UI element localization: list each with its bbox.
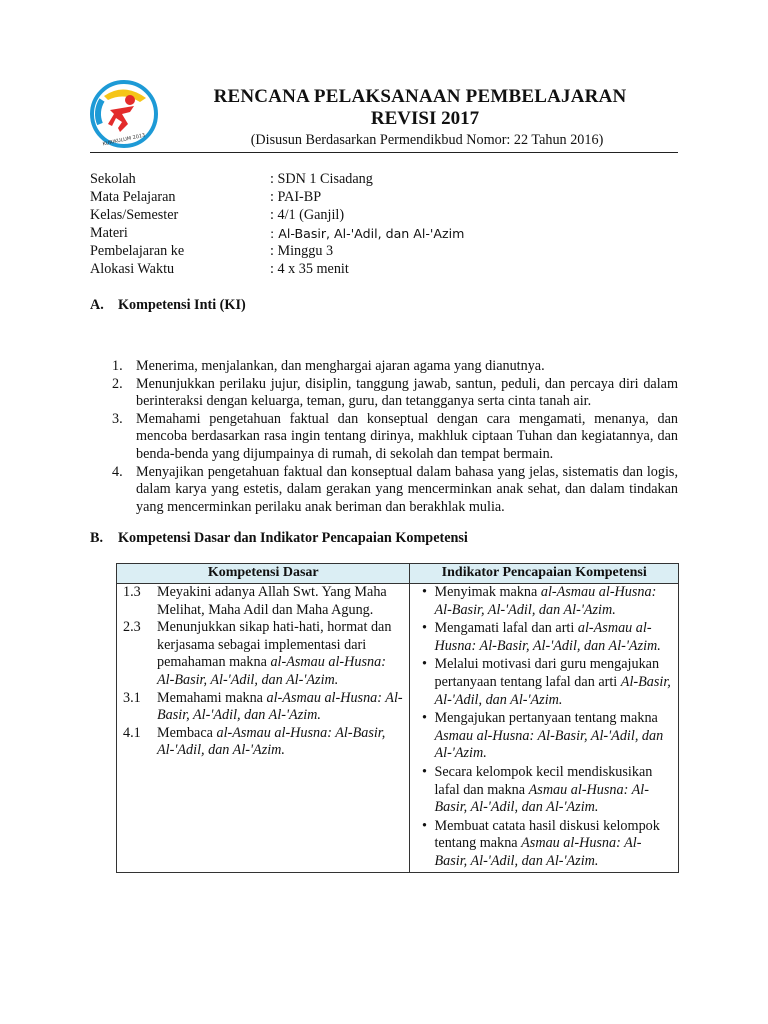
bullet-icon: • (421, 584, 427, 600)
identity-row (90, 171, 464, 189)
kd-number: 4.1 (123, 724, 141, 741)
kompetensi-dasar-cell (117, 584, 410, 873)
list-text: Menunjukkan perilaku jujur, disiplin, tanggung jawab, santun, peduli, dan percaya diri dalam berinteraksi dengan keluarga, teman, guru, dan tetangganya serta cinta tanah air. (136, 375, 678, 410)
indicator-text: Mengajukan pertanyaan tentang makna Asmau al-Husna: Al-Basir, Al-ʹAdil, dan Al-ʹAzim. (434, 710, 664, 762)
indicator-item (410, 620, 678, 655)
list-item (112, 358, 678, 376)
identity-value: : 4 x 35 menit (270, 261, 349, 277)
section-title: Kompetensi Dasar dan Indikator Pencapaian Kompetensi (118, 530, 468, 546)
bullet-icon: • (421, 763, 427, 780)
list-number: 2. (112, 375, 123, 392)
identity-block (90, 171, 464, 279)
document-title: RENCANA PELAKSANAAN PEMBELAJARAN (213, 86, 627, 107)
list-number: 3. (112, 410, 123, 427)
indikator-cell (410, 584, 679, 873)
list-text: Menerima, menjalankan, dan menghargai ajaran agama yang dianutnya. (136, 358, 545, 374)
list-text: Memahami pengetahuan faktual dan konseptual dengan cara mengamati, menanya, dan mencoba berdasarkan rasa ingin tentang dirinya, makhluk ciptaan Tuhan dan kegiatannya, dan benda-benda yang dijumpainya di rumah, di sekolah dan tempat bermain. (136, 410, 678, 462)
kd-number: 2.3 (123, 619, 141, 636)
table-row (117, 584, 679, 873)
kd-text: Membaca al-Asmau al-Husna: Al-Basir, Al-ʹAdil, dan Al-ʹAzim. (157, 724, 386, 759)
indicator-text: Melalui motivasi dari guru mengajukan pertanyaan tentang lafal dan arti Al-Basir, Al-ʹAdil, dan Al-ʹAzim. (434, 656, 671, 708)
kompetensi-inti-list (112, 358, 678, 516)
indicator-text: Membuat catata hasil diskusi kelompok tentang makna Asmau al-Husna: Al-Basir, Al-ʹAdil, dan Al-ʹAzim. (434, 817, 660, 869)
list-item (112, 376, 678, 411)
list-item (112, 464, 678, 517)
section-letter: A. (90, 297, 104, 313)
identity-label: Alokasi Waktu (90, 261, 175, 277)
identity-value: : Al-Basir, Al-'Adil, dan Al-'Azim (270, 226, 465, 241)
kd-text: Memahami makna al-Asmau al-Husna: Al-Basir, Al-ʹAdil, dan Al-ʹAzim. (157, 689, 403, 724)
section-b-heading (90, 530, 468, 548)
bullet-icon: • (421, 817, 427, 834)
identity-row (90, 243, 464, 261)
document-subtitle: (Disusun Berdasarkan Permendikbud Nomor: 22 Tahun 2016) (250, 132, 604, 148)
identity-label: Mata Pelajaran (90, 189, 176, 205)
kd-text: Meyakini adanya Allah Swt. Yang Maha Melihat, Maha Adil dan Maha Agung. (157, 584, 387, 618)
identity-row (90, 225, 464, 243)
section-title: Kompetensi Inti (KI) (118, 297, 246, 313)
identity-label: Sekolah (90, 171, 136, 187)
identity-value: : Minggu 3 (270, 243, 334, 259)
identity-label: Pembelajaran ke (90, 243, 185, 259)
section-letter: B. (90, 530, 104, 546)
indicator-item (410, 584, 678, 619)
indicator-text: Mengamati lafal dan arti al-Asmau al-Husna: Al-Basir, Al-ʹAdil, dan Al-ʹAzim. (434, 620, 661, 654)
kd-item (117, 619, 409, 689)
identity-label: Materi (90, 225, 128, 241)
kd-item (117, 584, 409, 619)
column-header: Indikator Pencapaian Kompetensi (410, 564, 679, 584)
list-number: 4. (112, 463, 123, 480)
table-header-row (117, 564, 679, 584)
indicator-item (410, 656, 678, 709)
identity-row (90, 261, 464, 279)
bullet-icon: • (421, 620, 427, 637)
bullet-icon: • (421, 710, 427, 727)
list-text: Menyajikan pengetahuan faktual dan konseptual dalam bahasa yang jelas, sistematis dan logis, dalam karya yang estetis, dalam gerakan yang mencerminkan anak sehat, dan dalam tindakan yang mencerminkan perilaku anak beriman dan berakhlak mulia. (136, 463, 678, 515)
kd-number: 3.1 (123, 689, 141, 706)
kurikulum-logo-icon (90, 80, 158, 148)
identity-row (90, 189, 464, 207)
identity-row (90, 207, 464, 225)
svg-text:KURIKULUM 2013: KURIKULUM 2013 (102, 132, 146, 148)
kompetensi-table (116, 563, 679, 873)
kurikulum-2013-logo (90, 80, 158, 148)
kd-number: 1.3 (123, 584, 141, 600)
indicator-text: Menyimak makna al-Asmau al-Husna: Al-Basir, Al-ʹAdil, dan Al-ʹAzim. (434, 584, 657, 618)
identity-label: Kelas/Semester (90, 207, 179, 223)
indicator-item (410, 764, 678, 817)
identity-value: : 4/1 (Ganjil) (270, 207, 345, 223)
header-divider (90, 152, 678, 153)
indicator-item (410, 710, 678, 763)
column-header: Kompetensi Dasar (117, 564, 410, 584)
identity-value: : SDN 1 Cisadang (270, 171, 373, 187)
kd-item (117, 690, 409, 725)
document-revision: REVISI 2017 (370, 108, 480, 129)
bullet-icon: • (421, 656, 427, 673)
kd-text: Menunjukkan sikap hati-hati, hormat dan kerjasama sebagai implementasi dari pemahaman makna al-Asmau al-Husna: Al-Basir, Al-ʹAdil, dan Al-ʹAzim. (157, 619, 392, 688)
list-number: 1. (112, 358, 123, 374)
indicator-item (410, 818, 678, 871)
indicator-text: Secara kelompok kecil mendiskusikan lafal dan makna Asmau al-Husna: Al-Basir, Al-ʹAdil, dan Al-ʹAzim. (434, 763, 653, 816)
document-header (160, 86, 680, 149)
kd-item (117, 725, 409, 760)
section-a-heading (90, 297, 246, 315)
list-item (112, 411, 678, 464)
identity-value: : PAI-BP (270, 189, 322, 205)
